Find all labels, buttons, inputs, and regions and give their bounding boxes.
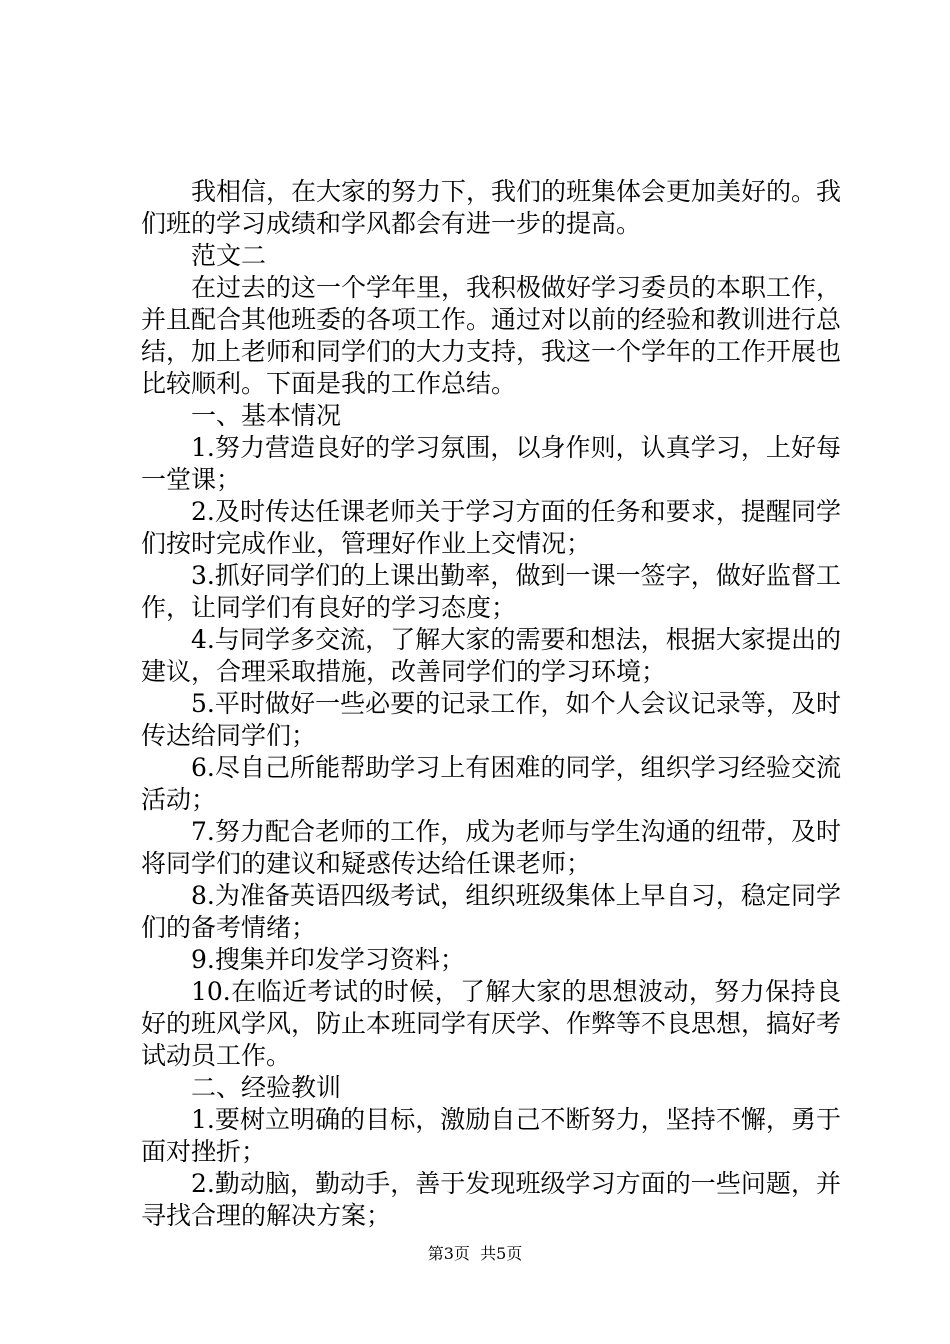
list-item: 4.与同学多交流，了解大家的需要和想法，根据大家提出的建议，合理采取措施，改善同学们的学习环境； (141, 625, 841, 686)
list-item: 9.搜集并印发学习资料； (191, 945, 465, 974)
list-item: 2.及时传达任课老师关于学习方面的任务和要求，提醒同学们按时完成作业，管理好作业上交情况； (141, 497, 841, 558)
list-item: 1.努力营造良好的学习氛围，以身作则，认真学习，上好每一堂课； (141, 433, 841, 494)
document-body (141, 176, 841, 1232)
page-number-label: 第3页 共5页 (427, 1244, 523, 1263)
paragraph-intro: 在过去的这一个学年里，我积极做好学习委员的本职工作，并且配合其他班委的各项工作。通过对以前的经验和教训进行总结，加上老师和同学们的大力支持，我这一个学年的工作开展也比较顺利。下面是我的工作总结。 (141, 273, 842, 398)
list-item: 8.为准备英语四级考试，组织班级集体上早自习，稳定同学们的备考情绪； (141, 881, 841, 942)
list-item: 3.抓好同学们的上课出勤率，做到一课一签字，做好监督工作，让同学们有良好的学习态度； (141, 561, 841, 622)
list-item: 6.尽自己所能帮助学习上有困难的同学，组织学习经验交流活动； (141, 753, 841, 814)
section-title-sample-two: 范文二 (191, 241, 267, 270)
list-item: 2.勤动脑，勤动手，善于发现班级学习方面的一些问题，并寻找合理的解决方案； (141, 1169, 841, 1230)
paragraph-closing: 我相信，在大家的努力下，我们的班集体会更加美好的。我们班的学习成绩和学风都会有进一步的提高。 (141, 177, 842, 238)
heading-experience-lessons: 二、经验教训 (191, 1073, 342, 1102)
list-item: 1.要树立明确的目标，激励自己不断努力，坚持不懈，勇于面对挫折； (141, 1105, 841, 1166)
list-item: 5.平时做好一些必要的记录工作，如个人会议记录等，及时传达给同学们； (141, 689, 841, 750)
list-item: 10.在临近考试的时候，了解大家的思想波动，努力保持良好的班风学风，防止本班同学有厌学、作弊等不良思想，搞好考试动员工作。 (141, 977, 842, 1070)
page-footer (0, 1244, 950, 1264)
list-item: 7.努力配合老师的工作，成为老师与学生沟通的纽带，及时将同学们的建议和疑惑传达给任课老师； (141, 817, 841, 878)
heading-basic-situation: 一、基本情况 (191, 401, 342, 430)
